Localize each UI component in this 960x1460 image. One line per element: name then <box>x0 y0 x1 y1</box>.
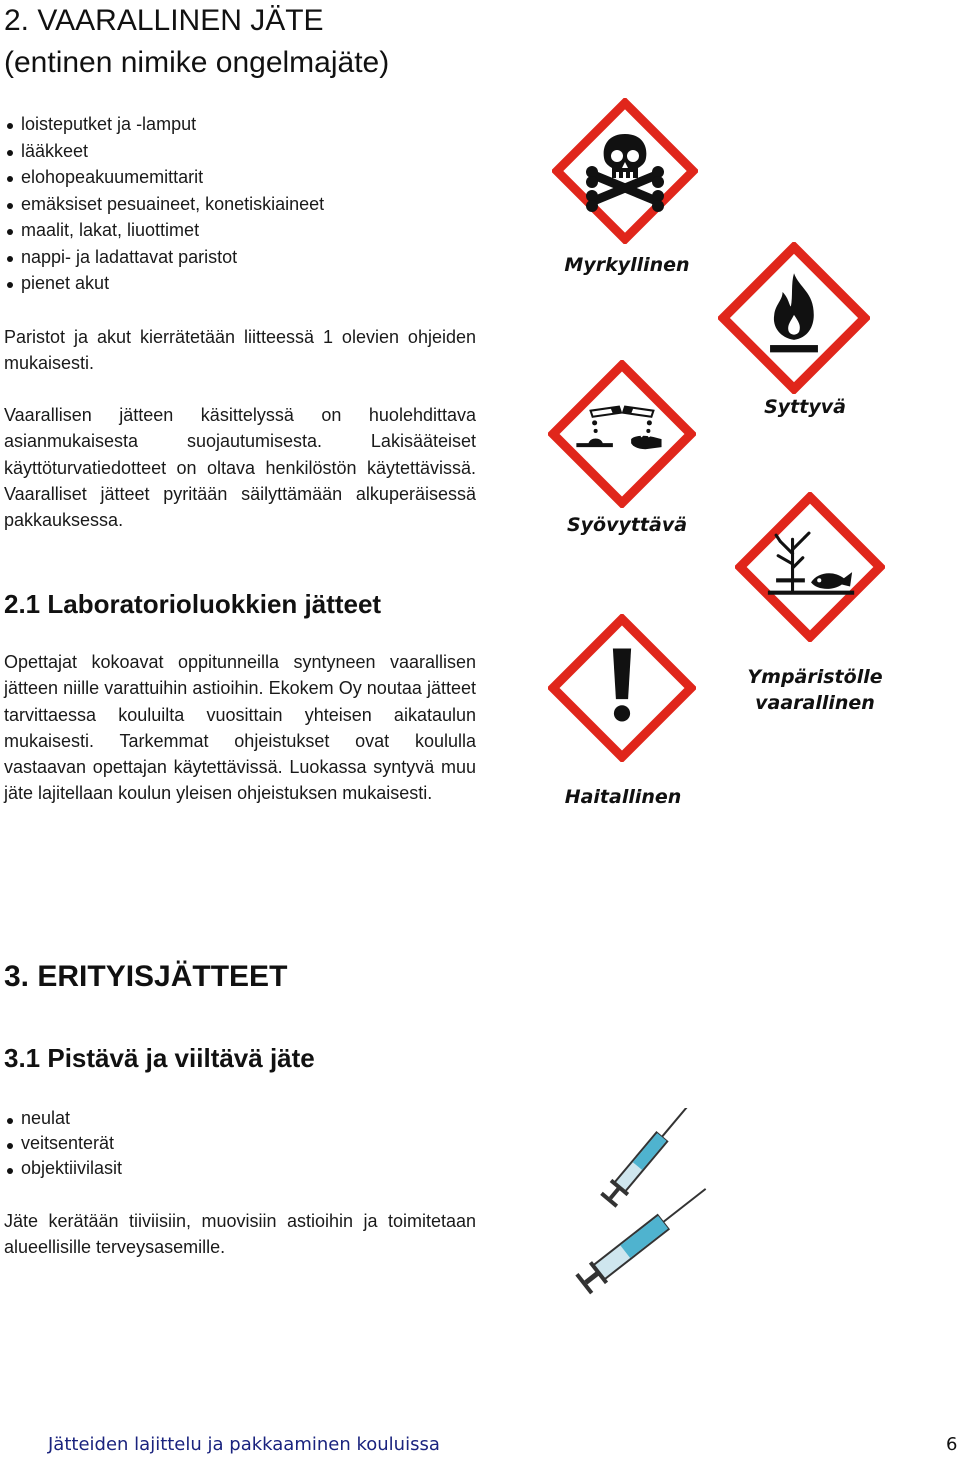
corrosive-label: Syövyttävä <box>566 514 688 536</box>
list-item: pienet akut <box>4 270 474 297</box>
list-item: maalit, lakat, liuottimet <box>4 217 474 244</box>
toxic-label: Myrkyllinen <box>564 254 690 276</box>
sharp-waste-list <box>4 1106 474 1181</box>
laboratory-paragraph: Opettajat kokoavat oppitunneilla syntyneen vaarallisen jätteen niille varattuihin astioihin. Ekokem Oy noutaa jätteet tarvittaessa kouluilta vuosittain yhteisen aikataulun mukaisesti. Tarkemmat ohjeistukset ovat koululla vastaavan opettajan käytettävissä. Luokassa syntyvä muu jäte lajitellaan koulun yleisen ohjeistuksen mukaisesti. <box>4 652 476 804</box>
section-3-1-title: 3.1 Pistävä ja viiltävä jäte <box>4 1043 315 1073</box>
list-item: nappi- ja ladattavat paristot <box>4 244 474 271</box>
hazardous-waste-list <box>4 111 474 297</box>
exclamation-icon <box>548 614 696 762</box>
list-item: neulat <box>4 1106 474 1131</box>
list-item: loisteputket ja -lamput <box>4 111 474 138</box>
environment-label: Ympäristölle vaarallinen <box>747 666 883 714</box>
flame-icon <box>718 242 870 394</box>
list-item: objektiivilasit <box>4 1156 474 1181</box>
section-3-title: 3. ERITYISJÄTTEET <box>4 960 288 993</box>
list-item: emäksiset pesuaineet, konetiskiaineet <box>4 191 474 218</box>
dead-tree-fish-icon <box>735 492 885 642</box>
page-number: 6 <box>946 1434 958 1455</box>
footer-title: Jätteiden lajittelu ja pakkaaminen kouluissa <box>48 1434 440 1455</box>
handling-paragraph: Vaarallisen jätteen käsittelyssä on huolehdittava asianmukaisesta suojautumisesta. Lakisääteiset käyttöturvatiedotteet on oltava henkilöstön käytettävissä. Vaaralliset jätteet pyritään säilyttämään alkuperäisessä pakkauksessa. <box>4 405 476 531</box>
sharp-waste-paragraph: Jäte kerätään tiiviisiin, muovisiin astioihin ja toimitetaan alueellisille terveysasemille. <box>4 1211 476 1258</box>
list-item: veitsenterät <box>4 1131 474 1156</box>
section-2-1-title: 2.1 Laboratorioluokkien jätteet <box>4 589 382 619</box>
harmful-label: Haitallinen <box>564 786 682 808</box>
list-item: lääkkeet <box>4 138 474 165</box>
section-2-title: 2. VAARALLINEN JÄTE (entinen nimike ongelmajäte) <box>4 4 390 79</box>
flammable-label: Syttyvä <box>764 396 846 418</box>
corrosion-icon <box>548 360 696 508</box>
batteries-paragraph: Paristot ja akut kierrätetään liitteessä 1 olevien ohjeiden mukaisesti. <box>4 327 476 374</box>
list-item: elohopeakuumemittarit <box>4 164 474 191</box>
skull-crossbones-icon <box>552 98 698 244</box>
syringe-icon <box>560 1108 710 1308</box>
